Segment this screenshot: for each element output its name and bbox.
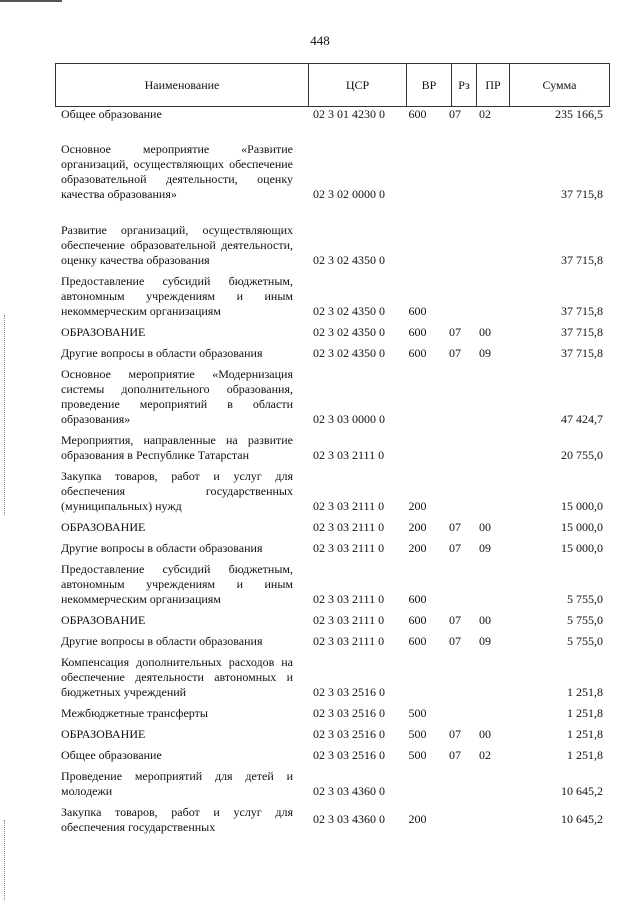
column-header-sum: Сумма [510, 64, 610, 107]
table-row [55, 748, 609, 769]
row-name: Мероприятия, направленные на развитие образования в Республике Татарстан [61, 433, 293, 462]
row-pr: 00 [479, 520, 491, 534]
row-csr: 02 3 02 4350 0 [313, 325, 385, 339]
row-sum: 37 715,8 [561, 346, 603, 360]
row-name: Закупка товаров, работ и услуг для обеспечения государственных (муниципальных) нужд [61, 469, 293, 513]
row-csr: 02 3 03 4360 0 [313, 784, 385, 798]
row-vr: 600 [408, 304, 427, 318]
table-row [55, 520, 609, 541]
row-sum: 37 715,8 [561, 325, 603, 339]
row-vr: 600 [408, 107, 427, 121]
scan-artifact [0, 0, 62, 2]
row-csr: 02 3 02 4350 0 [313, 304, 385, 318]
table-row [55, 208, 609, 274]
row-name: ОБРАЗОВАНИЕ [61, 613, 146, 627]
row-name: Предоставление субсидий бюджетным, автономным учреждениям и иным некоммерческим организациям [61, 274, 293, 318]
scan-edge-artifact [4, 820, 5, 900]
row-pr: 00 [479, 727, 491, 741]
column-header-rz: Рз [452, 64, 477, 107]
table-row [55, 107, 609, 126]
row-pr: 00 [479, 613, 491, 627]
row-pr: 00 [479, 325, 491, 339]
column-header-vr: ВР [407, 64, 452, 107]
table-row [55, 126, 609, 208]
table-row [55, 469, 609, 520]
row-pr [470, 805, 500, 812]
row-vr: 200 [408, 520, 427, 534]
row-pr: 02 [479, 107, 491, 121]
row-sum: 5 755,0 [567, 613, 603, 627]
row-csr: 02 3 03 2111 0 [313, 634, 385, 648]
row-csr: 02 3 03 2111 0 [313, 448, 385, 462]
table-row [55, 367, 609, 433]
row-rz: 07 [449, 520, 461, 534]
row-sum: 20 755,0 [561, 448, 603, 462]
row-sum: 10 645,2 [561, 784, 603, 798]
row-csr: 02 3 03 2516 0 [313, 685, 385, 699]
row-csr: 02 3 03 2111 0 [313, 520, 385, 534]
table-row [55, 634, 609, 655]
row-vr: 600 [408, 346, 427, 360]
page-number: 448 [310, 33, 330, 48]
row-name: Предоставление субсидий бюджетным, автономным учреждениям и иным некоммерческим организациям [61, 562, 293, 606]
row-vr: 600 [408, 634, 427, 648]
row-csr: 02 3 02 4350 0 [313, 253, 385, 267]
row-csr: 02 3 02 4350 0 [313, 346, 385, 360]
row-rz: 07 [449, 634, 461, 648]
row-csr: 02 3 03 0000 0 [313, 412, 385, 426]
row-name: Общее образование [61, 748, 162, 762]
row-name: ОБРАЗОВАНИЕ [61, 727, 146, 741]
row-pr: 09 [479, 346, 491, 360]
row-name: ОБРАЗОВАНИЕ [61, 520, 146, 534]
table-row [55, 655, 609, 706]
row-csr: 02 3 03 2516 0 [313, 706, 385, 720]
scan-edge-artifact [4, 315, 5, 515]
row-csr: 02 3 03 2111 0 [313, 541, 385, 555]
row-csr: 02 3 03 2111 0 [313, 592, 385, 606]
row-sum: 37 715,8 [561, 187, 603, 201]
row-rz: 07 [449, 727, 461, 741]
row-name: Проведение мероприятий для детей и молодежи [61, 769, 293, 798]
row-rz: 07 [449, 346, 461, 360]
row-csr: 02 3 02 0000 0 [313, 187, 385, 201]
table-row [55, 541, 609, 562]
table-row [55, 562, 609, 613]
row-sum: 10 645,2 [561, 812, 603, 826]
row-sum: 1 251,8 [567, 685, 603, 699]
row-sum: 15 000,0 [561, 520, 603, 534]
row-csr: 02 3 03 2516 0 [313, 727, 385, 741]
row-pr: 09 [479, 541, 491, 555]
row-vr: 600 [408, 592, 427, 606]
row-rz: 07 [449, 748, 461, 762]
row-name: Общее образование [61, 107, 162, 121]
row-vr: 200 [408, 812, 427, 826]
row-rz: 07 [449, 613, 461, 627]
row-sum: 47 424,7 [561, 412, 603, 426]
row-sum: 1 251,8 [567, 748, 603, 762]
column-header-name: Наименование [56, 64, 309, 107]
table-body [55, 107, 609, 841]
table-header [55, 63, 610, 107]
row-sum: 235 166,5 [555, 107, 603, 121]
row-pr: 02 [479, 748, 491, 762]
row-name: Другие вопросы в области образования [61, 634, 263, 648]
row-sum: 5 755,0 [567, 592, 603, 606]
row-vr: 600 [408, 613, 427, 627]
row-name: Другие вопросы в области образования [61, 346, 263, 360]
row-rz: 07 [449, 107, 461, 121]
column-header-csr: ЦСР [309, 64, 407, 107]
row-vr: 500 [408, 727, 427, 741]
row-name: Закупка товаров, работ и услуг для обеспечения государственных [61, 805, 293, 834]
row-sum: 37 715,8 [561, 304, 603, 318]
table-row [55, 325, 609, 346]
row-rz: 07 [449, 325, 461, 339]
row-pr: 09 [479, 634, 491, 648]
row-csr: 02 3 03 2111 0 [313, 499, 385, 513]
row-name: Основное мероприятие «Модернизация системы дополнительного образования, проведение мероприятий в области образования» [61, 367, 293, 426]
row-csr: 02 3 03 2111 0 [313, 613, 385, 627]
table-row [55, 706, 609, 727]
table-row [55, 805, 609, 841]
column-header-pr: ПР [477, 64, 510, 107]
row-sum: 15 000,0 [561, 541, 603, 555]
table-row [55, 727, 609, 748]
row-sum: 15 000,0 [561, 499, 603, 513]
row-vr: 600 [408, 325, 427, 339]
table-row [55, 433, 609, 469]
row-sum: 5 755,0 [567, 634, 603, 648]
row-vr: 200 [408, 499, 427, 513]
row-name: Компенсация дополнительных расходов на обеспечение деятельности автономных и бюджетных учреждений [61, 655, 293, 699]
table-row [55, 346, 609, 367]
row-name: Основное мероприятие «Развитие организаций, осуществляющих обеспечение образовательной деятельности, оценку качества образования» [61, 142, 293, 201]
row-vr: 200 [408, 541, 427, 555]
row-vr: 500 [408, 706, 427, 720]
table-row [55, 274, 609, 325]
row-sum: 1 251,8 [567, 706, 603, 720]
row-vr: 500 [408, 748, 427, 762]
row-name: Другие вопросы в области образования [61, 541, 263, 555]
row-rz: 07 [449, 541, 461, 555]
row-csr: 02 3 03 4360 0 [313, 812, 385, 826]
row-csr: 02 3 03 2516 0 [313, 748, 385, 762]
row-rz [440, 805, 470, 812]
row-sum: 37 715,8 [561, 253, 603, 267]
table-row [55, 769, 609, 805]
row-sum: 1 251,8 [567, 727, 603, 741]
row-csr: 02 3 01 4230 0 [313, 107, 385, 121]
row-name: Межбюджетные трансферты [61, 706, 208, 720]
row-name: Развитие организаций, осуществляющих обеспечение образовательной деятельности, оценку качества образования [61, 223, 293, 267]
table-row [55, 613, 609, 634]
row-name: ОБРАЗОВАНИЕ [61, 325, 146, 339]
